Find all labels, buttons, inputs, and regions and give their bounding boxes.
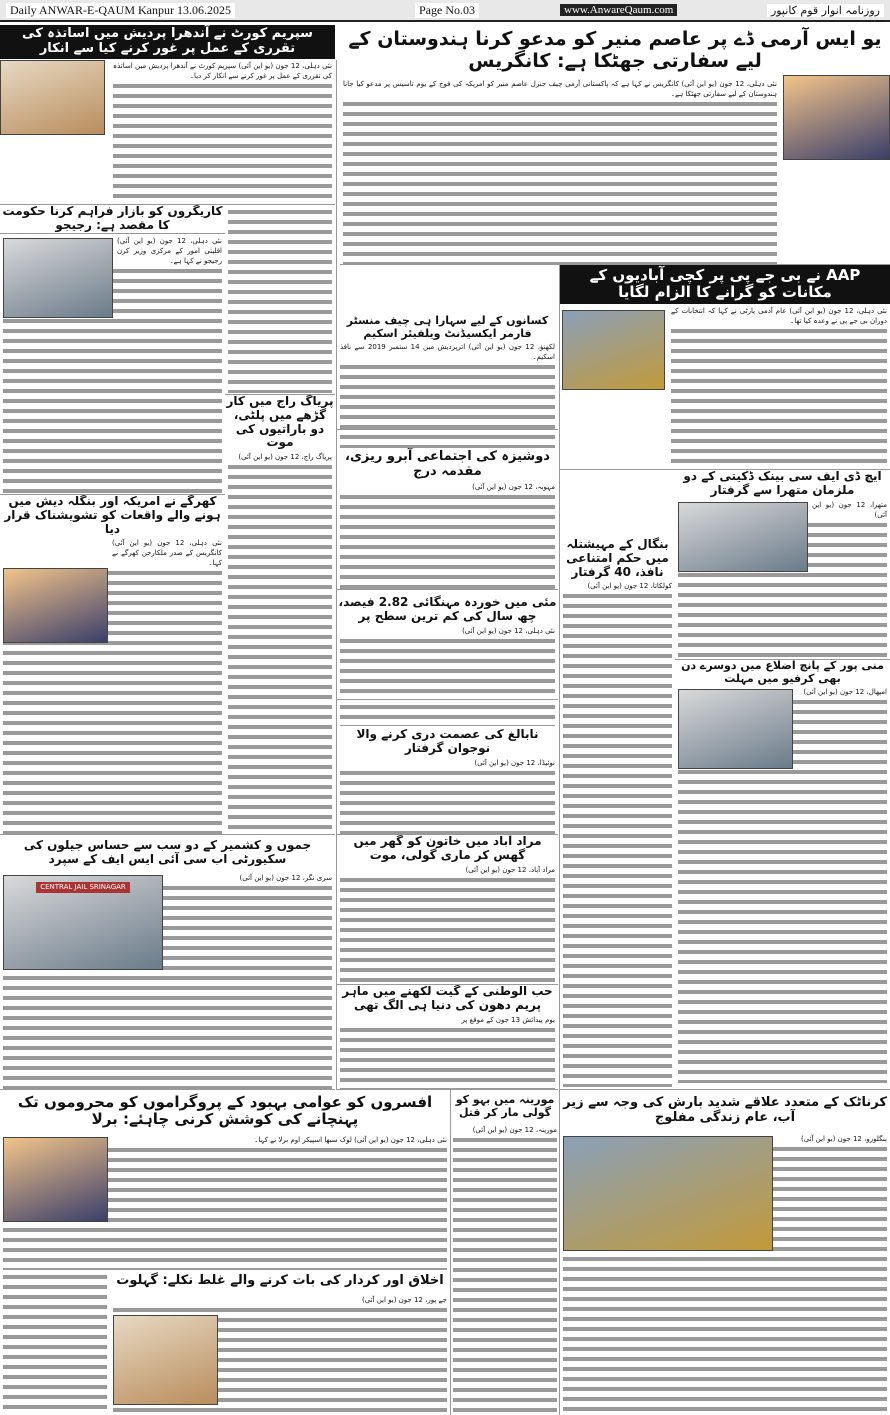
central-jail-photo	[3, 875, 163, 970]
article-dushiza	[337, 430, 558, 590]
article-lead: جے پور، 12 جون (یو این آئی)	[362, 1295, 447, 1304]
article-dhawan	[337, 985, 558, 1090]
headline: دوشیزہ کی اجتماعی آبرو ریزی، مقدمہ درج	[345, 449, 550, 479]
article-lead: نئی دہلی، 12 جون (یو این آئی) لوک سبھا اسپیکر اوم برلا نے کہا۔	[254, 1135, 447, 1144]
column-divider	[336, 60, 337, 1090]
article-kharge	[0, 495, 225, 835]
article-congress	[340, 25, 890, 265]
flooded-street-photo	[563, 1136, 773, 1251]
article-lead: مہوبہ، 12 جون (یو این آئی)	[472, 482, 555, 491]
article-lead: مراد آباد، 12 جون (یو این آئی)	[465, 865, 555, 874]
article-lead: نئی دہلی، 12 جون (یو این آئی)	[462, 626, 555, 635]
article-lead: یوم پیدائش 13 جون کے موقع پر	[461, 1015, 555, 1024]
headline: کاریگروں کو بازار فراہم کرنا حکومت کا مقصد ہے: رجیجو	[0, 205, 225, 234]
headline: بنگال کے مہیشتلہ میں حکم امتناعی نافذ، 40 گرفتار	[566, 537, 669, 579]
edition-date: Daily ANWAR-E-QAUM Kanpur 13.06.2025	[6, 3, 235, 18]
article-manipur	[675, 660, 890, 1090]
headline: اخلاق اور کردار کی بات کرنے والے غلط نکلے: گہلوت	[116, 1273, 444, 1288]
article-birla-continued	[0, 1270, 110, 1415]
article-rijiju	[0, 205, 225, 495]
headline: کرناٹک کے متعدد علاقے شدید بارش کی وجہ سے زیر آب، عام زندگی مفلوج	[563, 1095, 887, 1125]
jairam-ramesh-photo	[783, 75, 890, 160]
article-jk	[0, 835, 335, 1090]
article-moradabad	[337, 835, 558, 985]
article-lead: بنگلورو، 12 جون (یو این آئی)	[801, 1134, 887, 1143]
article-morena	[450, 1090, 560, 1415]
headline: حب الوطنی کے گیت لکھنے میں ماہر پریم دھون کی دنیا ہی الگ تھی	[342, 985, 553, 1012]
masthead-logo: روزنامہ انوار قوم کانپور	[767, 4, 884, 17]
headline: کسانوں کے لیے سہارا ہی چیف منسٹر فارمر ایکسیڈنٹ ویلفیئر اسکیم	[346, 315, 549, 340]
police-photo	[678, 502, 808, 572]
headline: مئی میں خوردہ مہنگائی 2.82 فیصد، چھ سال کی کم ترین سطح پر	[338, 595, 557, 623]
article-karnataka	[560, 1090, 890, 1415]
article-gehlot	[110, 1270, 450, 1415]
headline: مورینہ میں بہو کو گولی مار کر قتل	[455, 1093, 555, 1119]
article-inflation	[337, 590, 558, 700]
supreme-court-photo	[0, 60, 105, 135]
kharge-photo	[3, 568, 108, 643]
headline: منی پور کے پانچ اضلاع میں دوسرے دن بھی کرفیو میں مہلت	[681, 660, 884, 685]
article-lead: سری نگر، 12 جون (یو این آئی)	[239, 873, 332, 882]
article-hdfc	[675, 470, 890, 660]
article-bengal	[560, 520, 675, 1090]
article-lead: لکھنؤ، 12 جون (یو این آئی) اترپردیش میں 14 ستمبر 2019 سے نافذ اسکیم۔	[340, 343, 555, 362]
article-birla	[0, 1090, 450, 1270]
article-farmers	[337, 315, 558, 430]
aap-leader-photo	[562, 310, 665, 390]
article-prayagraj	[225, 395, 335, 835]
article-nabalig	[337, 700, 558, 835]
article-lead: نئی دہلی، 12 جون (یو این آئی) سپریم کورٹ نے آندھرا پردیش میں اساتذہ کی تقرری کے عمل پر غور کرنے سے انکار کر دیا۔	[113, 61, 332, 80]
page-header	[0, 0, 890, 22]
headline: سپریم کورٹ نے آندھرا پردیش میں اساتذہ کی تقرری کے عمل پر غور کرنے کیا سے انکار	[0, 25, 335, 59]
gehlot-photo	[113, 1315, 218, 1405]
column-divider	[450, 1090, 451, 1415]
headline: ایچ ڈی ایف سی بینک ڈکیتی کے دو ملزمان متھرا سے گرفتار	[683, 470, 882, 497]
article-lead: نئی دہلی، 12 جون (یو این آئی) کانگریس نے کہا ہے کہ پاکستانی آرمی چیف جنرل عاصم منیر کو امریکہ کی فوج کے یوم تاسیس پر مدعو کیا جانا ہندوستان کے لیے سفارتی جھٹکا ہے۔	[343, 79, 777, 98]
article-lead: امپھال، 12 جون (یو این آئی)	[803, 688, 887, 697]
kiren-rijiju-photo	[3, 238, 113, 318]
column-divider	[559, 265, 560, 1415]
headline: کھرگے نے امریکہ اور بنگلہ دیش میں ہونے والے واقعات کو تشویشناک قرار دیا	[4, 495, 221, 536]
headline: جموں و کشمیر کے دو سب سے حساس جیلوں کی سکیورٹی اب سی آئی ایس ایف کے سپرد	[23, 838, 312, 866]
article-lead: متھرا، 12 جون (یو این آئی)	[812, 500, 887, 519]
headline: مراد آباد میں خاتون کو گھر میں گھس کر ماری گولی، موت	[353, 835, 542, 862]
headline: نابالغ کی عصمت دری کرنے والا نوجوان گرفتار	[356, 727, 539, 755]
om-birla-photo	[3, 1137, 108, 1222]
headline: پریاگ راج میں کار گڑھے میں پلٹی، دو باراتیوں کی موت	[226, 395, 334, 450]
article-sc-continued	[225, 205, 335, 395]
article-lead: نئی دہلی، 12 جون (یو این آئی) اقلیتی امور کے مرکزی وزیر کرن رجیجو نے کہا ہے۔	[117, 236, 222, 265]
article-lead: نئی دہلی، 12 جون (یو این آئی) عام آدمی پارٹی نے کہا کہ انتخابات کے دوران بی جے پی نے وعدہ کیا تھا۔	[671, 306, 887, 325]
jail-sign: CENTRAL JAIL SRINAGAR	[36, 882, 130, 893]
article-lead: کولکاتا، 12 جون (یو این آئی)	[587, 582, 672, 591]
article-lead: نئی دہلی، 12 جون (یو این آئی) کانگریس کے صدر ملکارجن کھرگے نے کہا۔	[112, 539, 222, 568]
headline: افسروں کو عوامی بہبود کے پروگراموں کو محروموں تک پہنچانے کی کوشش کرنی چاہئے: برلا	[17, 1093, 433, 1129]
page-number: Page No.03	[415, 3, 479, 18]
headline: AAP نے بی جے پی پر کچی آبادیوں کے مکانات کو گرانے کا الزام لگایا	[560, 265, 890, 304]
article-sc	[0, 25, 335, 205]
article-lead: مورینہ، 12 جون (یو این آئی)	[472, 1126, 557, 1135]
curfew-street-photo	[678, 689, 793, 769]
article-aap	[560, 265, 890, 470]
article-lead: نوئیڈا، 12 جون (یو این آئی)	[474, 758, 555, 767]
website-link[interactable]: www.AnwareQaum.com	[560, 4, 677, 16]
article-lead: پریاگ راج، 12 جون (یو این آئی)	[238, 453, 332, 462]
headline: یو ایس آرمی ڈے پر عاصم منیر کو مدعو کرنا ہندوستان کے لیے سفارتی جھٹکا ہے: کانگریس	[348, 28, 882, 72]
